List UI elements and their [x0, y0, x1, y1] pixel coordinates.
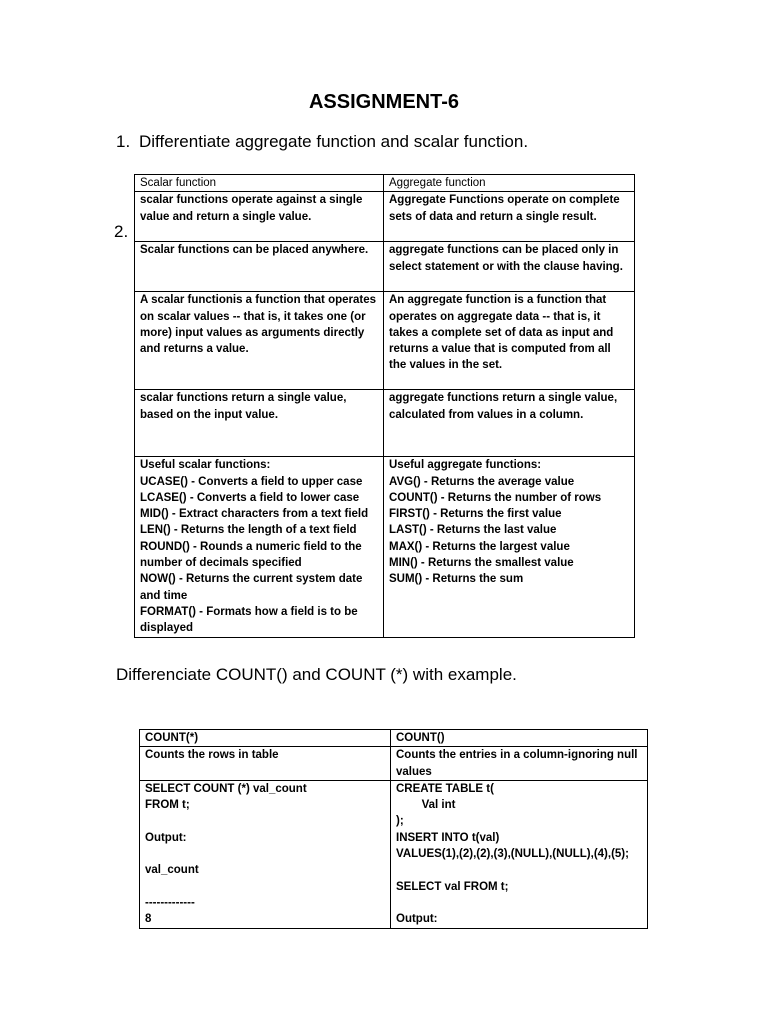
header-count-star: COUNT(*) — [140, 730, 391, 747]
table-cell: Scalar functions can be placed anywhere. — [135, 242, 384, 292]
question-1-text: Differentiate aggregate function and scalar function. — [139, 132, 529, 151]
question-2-number: 2. — [114, 222, 129, 241]
page-title: ASSIGNMENT-6 — [308, 91, 460, 113]
table-row — [135, 192, 635, 242]
table-row — [140, 747, 648, 781]
table-cell: Aggregate Functions operate on complete sets of data and return a single result. — [384, 192, 635, 242]
table-row — [135, 390, 635, 457]
table-cell: Useful aggregate functions: AVG() - Returns the average value COUNT() - Returns the number of rows FIRST() - Returns the first value LAST() - Returns the last value MAX() - Returns the largest value MIN() - Returns the smallest value SUM() - Returns the sum — [384, 457, 635, 637]
count-comparison-table — [139, 729, 648, 929]
table-header-row — [140, 730, 648, 747]
table-row — [135, 457, 635, 637]
header-aggregate: Aggregate function — [384, 175, 635, 192]
table-cell: Useful scalar functions: UCASE() - Converts a field to upper case LCASE() - Converts a field to lower case MID() - Extract characters from a text field LEN() - Returns the length of a text field ROUND() - Rounds a numeric field to the number of decimals specified NOW() - Returns the current system date and time FORMAT() - Formats how a field is to be displayed — [135, 457, 384, 637]
scalar-vs-aggregate-table — [134, 174, 635, 638]
table-cell: An aggregate function is a function that operates on aggregate data -- that is, it takes a complete set of data as input and returns a value that is computed from all the values in the set. — [384, 292, 635, 390]
table-row — [140, 780, 648, 928]
table-header-row — [135, 175, 635, 192]
question-1-number: 1. — [116, 132, 131, 151]
header-scalar: Scalar function — [135, 175, 384, 192]
table-cell: A scalar functionis a function that operates on scalar values -- that is, it takes one (or more) input values as arguments directly and returns a value. — [135, 292, 384, 390]
table-cell: aggregate functions can be placed only in select statement or with the clause having. — [384, 242, 635, 292]
table-cell: Counts the entries in a column-ignoring null values — [391, 747, 648, 781]
table-cell: Counts the rows in table — [140, 747, 391, 781]
table-cell: aggregate functions return a single value, calculated from values in a column. — [384, 390, 635, 457]
table-cell: scalar functions operate against a single value and return a single value. — [135, 192, 384, 242]
table-cell: CREATE TABLE t( Val int ); INSERT INTO t(val) VALUES(1),(2),(2),(3),(NULL),(NULL),(4),(5); SELECT val FROM t; Output: — [391, 780, 648, 928]
table-row — [135, 292, 635, 390]
header-count: COUNT() — [391, 730, 648, 747]
question-1 — [116, 132, 528, 152]
table-cell: SELECT COUNT (*) val_count FROM t; Output: val_count ------------- 8 — [140, 780, 391, 928]
table-row — [135, 242, 635, 292]
table-cell: scalar functions return a single value, based on the input value. — [135, 390, 384, 457]
question-2-text: Differenciate COUNT() and COUNT (*) with example. — [116, 665, 517, 684]
